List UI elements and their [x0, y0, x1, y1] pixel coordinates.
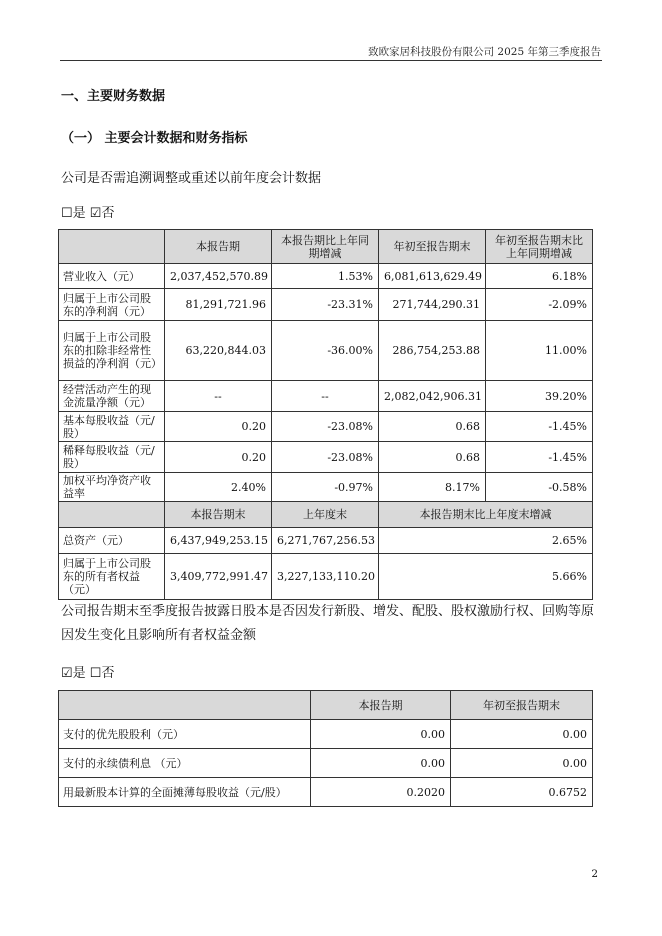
table-row — [59, 289, 593, 321]
row-label: 归属于上市公司股东的所有者权益（元） — [59, 554, 165, 600]
table-row — [59, 473, 593, 502]
cell-value: 2.40% — [165, 473, 272, 502]
header-cell: 上年度末 — [272, 502, 379, 528]
restatement-answer: ☐是 ☑否 — [61, 206, 115, 221]
cell-value: -2.09% — [486, 289, 593, 321]
row-label: 支付的优先股股利（元） — [59, 720, 311, 749]
share-capital-answer: ☑是 ☐否 — [61, 666, 115, 681]
header-cell: 本报告期末 — [165, 502, 272, 528]
page-number: 2 — [591, 868, 598, 880]
row-label: 归属于上市公司股东的净利润（元） — [59, 289, 165, 321]
table-header-row — [59, 691, 593, 720]
header-cell — [59, 502, 165, 528]
cell-value: 0.2020 — [311, 778, 451, 807]
header-cell: 本报告期末比上年度末增减 — [379, 502, 593, 528]
header-cell — [59, 230, 165, 264]
row-label: 营业收入（元） — [59, 264, 165, 289]
row-label: 经营活动产生的现金流量净额（元） — [59, 381, 165, 412]
header-cell: 本报告期 — [311, 691, 451, 720]
table-row — [59, 778, 593, 807]
table-row — [59, 554, 593, 600]
cell-value: 3,227,133,110.20 — [272, 554, 379, 600]
table-row — [59, 381, 593, 412]
row-label: 归属于上市公司股东的扣除非经常性损益的净利润（元） — [59, 321, 165, 381]
table-subheader-row — [59, 502, 593, 528]
row-label: 稀释每股收益（元/股） — [59, 442, 165, 473]
row-label: 用最新股本计算的全面摊薄每股收益（元/股） — [59, 778, 311, 807]
cell-value: 11.00% — [486, 321, 593, 381]
cell-value: 63,220,844.03 — [165, 321, 272, 381]
cell-value: 5.66% — [379, 554, 593, 600]
cell-value: 0.00 — [451, 749, 593, 778]
cell-value: 0.20 — [165, 412, 272, 442]
cell-value: 39.20% — [486, 381, 593, 412]
restatement-question: 公司是否需追溯调整或重述以前年度会计数据 — [61, 171, 322, 186]
section-title: 一、主要财务数据 — [61, 89, 166, 104]
cell-value: 81,291,721.96 — [165, 289, 272, 321]
cell-value: -1.45% — [486, 412, 593, 442]
table-row — [59, 720, 593, 749]
cell-value: -0.58% — [486, 473, 593, 502]
cell-value: -36.00% — [272, 321, 379, 381]
cell-value: 0.00 — [311, 749, 451, 778]
cell-value: 271,744,290.31 — [379, 289, 486, 321]
cell-value: 2,037,452,570.89 — [165, 264, 272, 289]
header-divider — [60, 60, 602, 61]
cell-value: -0.97% — [272, 473, 379, 502]
table-row — [59, 412, 593, 442]
header-cell: 本报告期 — [165, 230, 272, 264]
cell-value: 0.68 — [379, 442, 486, 473]
cell-value: 1.53% — [272, 264, 379, 289]
report-header: 致欧家居科技股份有限公司 2025 年第三季度报告 — [368, 46, 601, 58]
row-label: 总资产（元） — [59, 528, 165, 554]
table-row — [59, 321, 593, 381]
cell-value: 6.18% — [486, 264, 593, 289]
cell-value: 6,437,949,253.15 — [165, 528, 272, 554]
cell-value: 3,409,772,991.47 — [165, 554, 272, 600]
cell-value: 2,082,042,906.31 — [379, 381, 486, 412]
table-row — [59, 528, 593, 554]
cell-value: 0.20 — [165, 442, 272, 473]
cell-value: -23.08% — [272, 412, 379, 442]
cell-value: -- — [165, 381, 272, 412]
cell-value: -- — [272, 381, 379, 412]
subsection-title: （一） 主要会计数据和财务指标 — [61, 131, 248, 146]
table-row — [59, 264, 593, 289]
cell-value: -23.08% — [272, 442, 379, 473]
cell-value: 0.68 — [379, 412, 486, 442]
cell-value: 0.00 — [311, 720, 451, 749]
header-cell: 年初至报告期末 — [379, 230, 486, 264]
header-cell — [59, 691, 311, 720]
header-cell: 本报告期比上年同期增减 — [272, 230, 379, 264]
row-label: 加权平均净资产收益率 — [59, 473, 165, 502]
cell-value: 286,754,253.88 — [379, 321, 486, 381]
table-row — [59, 442, 593, 473]
header-cell: 年初至报告期末 — [451, 691, 593, 720]
table-row — [59, 749, 593, 778]
cell-value: 8.17% — [379, 473, 486, 502]
cell-value: -23.31% — [272, 289, 379, 321]
table-header-row — [59, 230, 593, 264]
financial-indicators-table — [58, 229, 593, 600]
cell-value: 6,081,613,629.49 — [379, 264, 486, 289]
row-label: 支付的永续债利息 （元） — [59, 749, 311, 778]
row-label: 基本每股收益（元/股） — [59, 412, 165, 442]
share-capital-question: 公司报告期末至季度报告披露日股本是否因发行新股、增发、配股、股权激励行权、回购等原因发生变化且影响所有者权益金额 — [61, 604, 595, 643]
cell-value: 6,271,767,256.53 — [272, 528, 379, 554]
cell-value: 0.00 — [451, 720, 593, 749]
header-cell: 年初至报告期末比上年同期增减 — [486, 230, 593, 264]
cell-value: 0.6752 — [451, 778, 593, 807]
eps-adjustment-table — [58, 690, 593, 807]
cell-value: -1.45% — [486, 442, 593, 473]
cell-value: 2.65% — [379, 528, 593, 554]
